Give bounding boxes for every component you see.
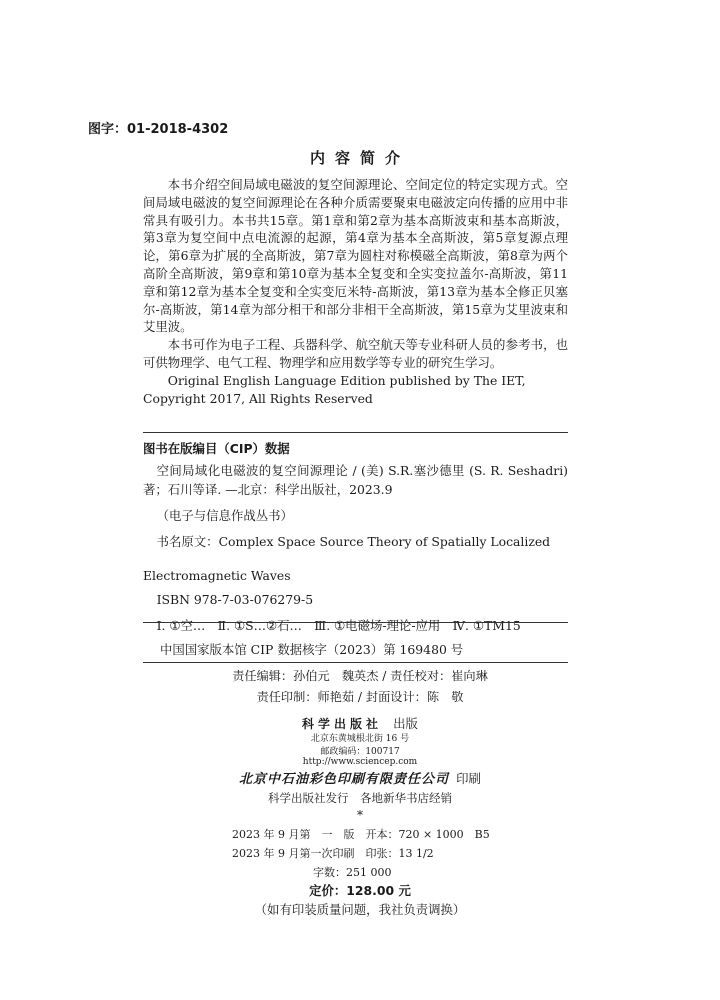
- publisher-action: 出版: [393, 716, 418, 731]
- distribution: 科学出版社发行 各地新华书店经销: [268, 791, 452, 805]
- summary-title: 内容简介: [309, 149, 410, 167]
- separator-star: *: [357, 808, 363, 822]
- printer-action: 印刷: [456, 771, 481, 786]
- credits-editors: 责任编辑：孙伯元 魏英杰 / 责任校对：崔向琳: [232, 669, 488, 683]
- printer-logo: 北京中石油彩色印刷有限责任公司: [239, 772, 450, 787]
- price: 定价：128.00 元: [309, 883, 411, 898]
- summary-paragraph-1: 本书介绍空间局域电磁波的复空间源理论、空间定位的特定实现方式。空间局域电磁波的复空间源理论在各种介质需要聚束电磁波定向传播的应用中非常具有吸引力。本书共15章。第1章和第2章为基本高斯波束和基本高斯波，第3章为复空间中点电流源的起源，第4章为基本全高斯波，第5章复源点理论，第6章为扩展的全高斯波，第7章为圆柱对称模磁全高斯波，第8章为两个高阶全高斯波，第9章和第10章为基本全复变和全实变拉盖尔-高斯波，第11章和第12章为基本全复变和全实变厄米特-高斯波，第13章为基本全修正贝塞尔-高斯波，第14章为部分相干和部分非相干全高斯波，第15章为艾里波束和艾里波。: [143, 177, 568, 335]
- edition-line-1: 2023 年 9 月第 一 版 开本：720 × 1000 B5: [232, 828, 490, 841]
- publisher-postcode: 邮政编码：100717: [320, 747, 400, 757]
- cip-classification: Ⅰ. ①空… Ⅱ. ①S…②石… Ⅲ. ①电磁场-理论-应用 Ⅳ. ①TM15: [156, 618, 521, 633]
- cip-data: [143, 461, 568, 635]
- cip-series: （电子与信息作战丛书）: [156, 508, 293, 523]
- publisher-logo: 科学出版社: [302, 717, 383, 731]
- summary-paragraph-2: 本书可作为电子工程、兵器科学、航空航天等专业科研人员的参考书，也可供物理学、电气工程、物理学和应用数学等专业的研究生学习。: [143, 337, 568, 370]
- credits-production: 责任印制：师艳茹 / 封面设计：陈 敬: [256, 690, 464, 704]
- cip-number: 中国国家版本馆 CIP 数据核字（2023）第 169480 号: [160, 642, 464, 657]
- publisher-address: 北京东黄城根北街 16 号: [310, 734, 410, 744]
- quality-notice: （如有印装质量问题，我社负责调换）: [254, 902, 466, 917]
- divider-top: [143, 432, 568, 433]
- cip-heading: 图书在版编目（CIP）数据: [143, 441, 290, 456]
- edition-line-3: 字数：251 000: [313, 866, 392, 879]
- divider-middle: [143, 622, 568, 623]
- cip-entry: 空间局域化电磁波的复空间源理论 / (美) S.R.塞沙德里 (S. R. Seshadri)著；石川等译. —北京：科学出版社，2023.9: [143, 463, 568, 497]
- publisher-website: http://www.sciencep.com: [302, 757, 418, 767]
- summary-paragraph-3: Original English Language Edition published by The IET, Copyright 2017, All Rights Reserved: [143, 372, 526, 406]
- cip-isbn: ISBN 978-7-03-076279-5: [156, 592, 314, 607]
- edition-line-2: 2023 年 9 月第一次印刷 印张：13 1/2: [232, 847, 434, 860]
- cip-original-title-cont: Electromagnetic Waves: [143, 568, 291, 583]
- copyright-registration: 图字：01-2018-4302: [88, 122, 229, 137]
- divider-bottom: [143, 662, 568, 663]
- printer-line: [0, 768, 720, 787]
- cip-original-title: 书名原文：Complex Space Source Theory of Spatially Localized: [156, 534, 551, 549]
- publisher-line: [0, 713, 720, 732]
- summary-body: [143, 176, 568, 407]
